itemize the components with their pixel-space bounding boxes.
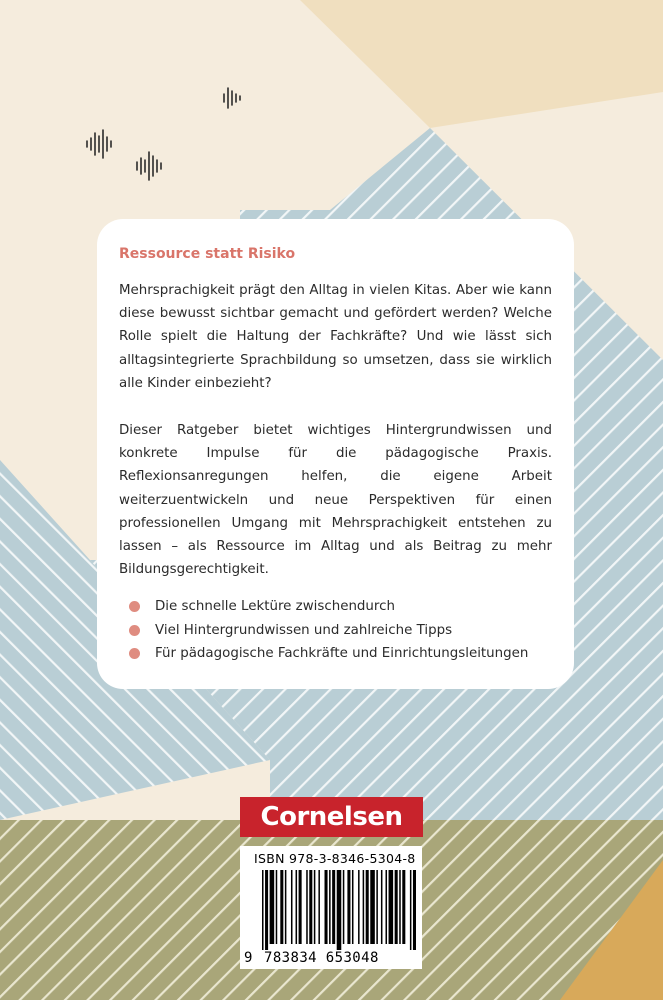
bullet-dot-icon bbox=[129, 625, 140, 636]
barcode-bar bbox=[285, 870, 287, 944]
barcode-bar bbox=[296, 870, 298, 944]
barcode-bar bbox=[318, 870, 320, 944]
barcode-bar bbox=[306, 870, 308, 944]
bullet-dot-icon bbox=[129, 648, 140, 659]
barcode-bar bbox=[352, 870, 354, 944]
feature-item bbox=[119, 595, 552, 619]
barcode-bars bbox=[262, 870, 416, 950]
barcode-bar bbox=[402, 870, 405, 944]
blurb-paragraph-1: Mehrsprachigkeit prägt den Alltag in vielen Kitas. Aber wie kann diese bewusst sichtbar gemacht und gefördert werden? Welche Rolle spielt die Haltung der Fachkräfte? Und wie lässt sich alltagsintegrierte Sprachbildung so umsetzen, dass sie wirklich alle Kinder einbezieht? bbox=[119, 283, 552, 391]
blurb-paragraph-2: Dieser Ratgeber bietet wichtiges Hintergrundwissen und konkrete Impulse für die pädagogische Praxis. Reflexionsanregungen helfen, die eigene Arbeit weiterzuentwickeln und neue Perspektiven für einen professionellen Umgang mit Mehrsprachigkeit entstehen zu lassen – als Ressource im Alltag und als Beitrag zu mehr Bildungsgerechtigkeit. bbox=[119, 423, 552, 578]
barcode-bar bbox=[270, 870, 275, 944]
barcode-bar bbox=[325, 870, 328, 944]
barcode-bar bbox=[370, 870, 375, 944]
feature-text: Die schnelle Lektüre zwischendurch bbox=[155, 599, 395, 615]
barcode-digits-rest: 783834 653048 bbox=[264, 950, 379, 966]
barcode-bar bbox=[358, 870, 360, 944]
barcode-bar bbox=[265, 870, 268, 950]
barcode-bar bbox=[343, 870, 345, 944]
barcode-bar bbox=[332, 870, 335, 944]
feature-text: Viel Hintergrundwissen und zahlreiche Tipps bbox=[155, 622, 453, 638]
blurb-heading: Ressource statt Risiko bbox=[119, 246, 296, 262]
barcode-bar bbox=[395, 870, 398, 944]
feature-item bbox=[119, 642, 552, 666]
publisher-logo: Cornelsen bbox=[240, 797, 423, 837]
barcode-bar bbox=[314, 870, 316, 944]
feature-item bbox=[119, 619, 552, 643]
barcode-bar bbox=[386, 870, 388, 944]
feature-text: Für pädagogische Fachkräfte und Einrichtungsleitungen bbox=[155, 646, 529, 662]
barcode-bar bbox=[280, 870, 283, 944]
barcode-bar bbox=[366, 870, 369, 944]
barcode-bar bbox=[299, 870, 302, 944]
barcode-bar bbox=[410, 870, 412, 950]
barcode-panel bbox=[240, 846, 422, 969]
barcode-bar bbox=[413, 870, 416, 950]
barcode-bar bbox=[381, 870, 383, 944]
barcode-bar bbox=[276, 870, 278, 944]
barcode-bar bbox=[309, 870, 312, 944]
isbn-label: ISBN 978-3-8346-5304-8 bbox=[254, 851, 416, 866]
barcode-bar bbox=[347, 870, 350, 944]
barcode-bar bbox=[262, 870, 264, 950]
barcode-bar bbox=[389, 870, 394, 944]
bullet-dot-icon bbox=[129, 601, 140, 612]
feature-list bbox=[119, 595, 552, 666]
blurb-card bbox=[97, 219, 574, 689]
barcode-bar bbox=[363, 870, 365, 944]
barcode-bar bbox=[376, 870, 378, 944]
barcode-bar bbox=[399, 870, 401, 944]
barcode-bar bbox=[291, 870, 293, 944]
barcode-bar bbox=[329, 870, 331, 944]
barcode-digit-first: 9 bbox=[244, 950, 253, 966]
barcode-bar bbox=[337, 870, 342, 950]
